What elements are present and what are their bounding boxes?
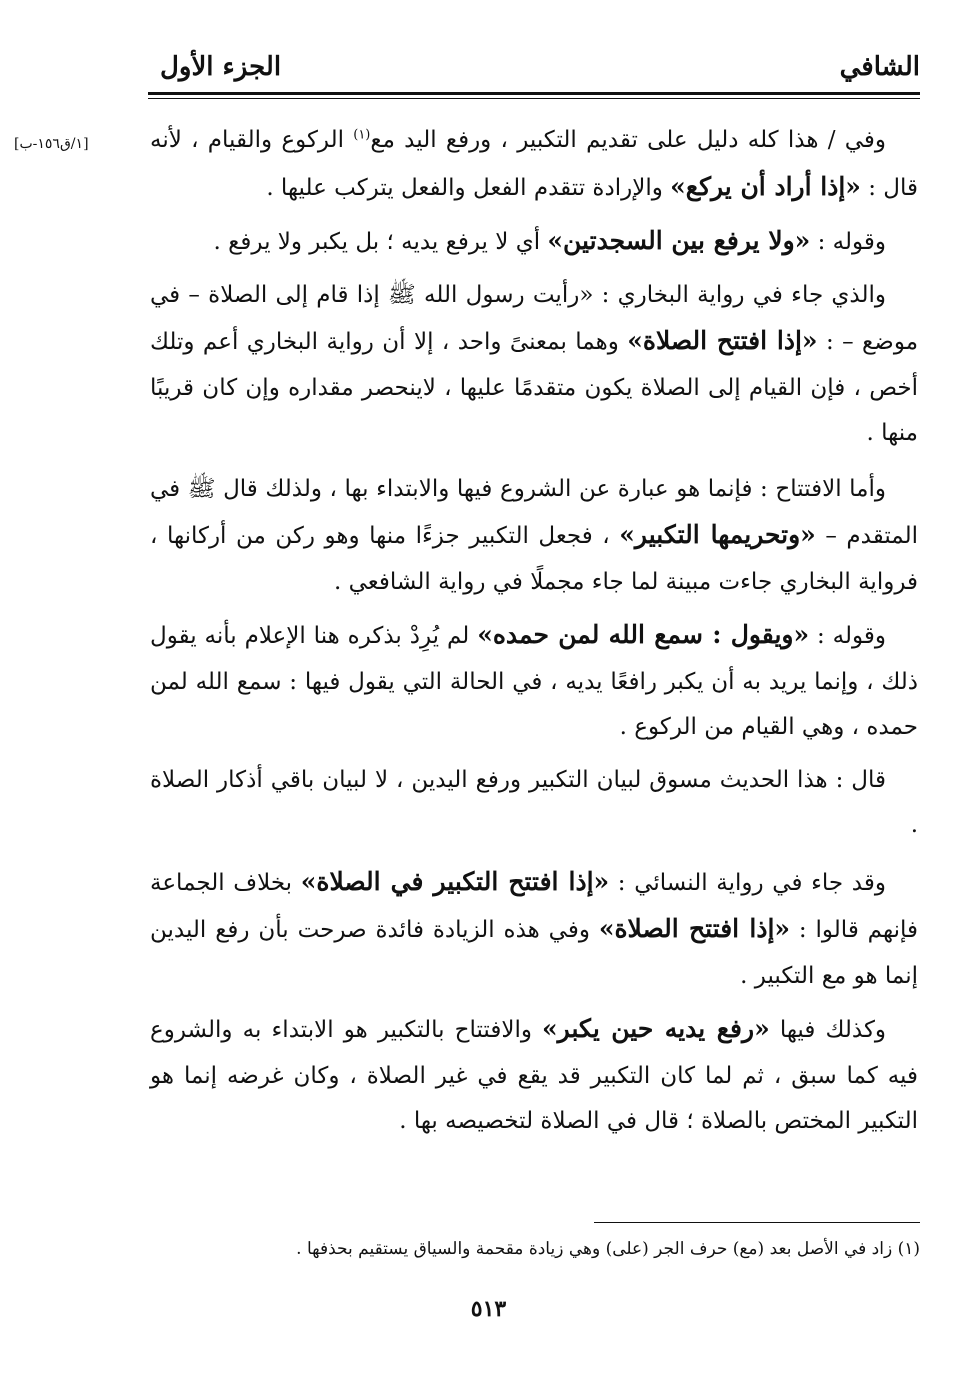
hadith-quote: «وتحريمها التكبير» — [619, 520, 816, 549]
text-segment: وهما بمعنىً واحد ، إلا أن رواية البخاري أعم وتلك أخص ، فإن القيام إلى الصلاة يكون متقدمًا عليها ، لاينحصر مقداره وإن كان قريبًا منها . — [150, 329, 918, 446]
text-segment: وكذلك فيها — [769, 1017, 887, 1043]
main-text — [150, 118, 918, 1152]
hadith-quote: «إذا افتتح التكبير في الصلاة» — [300, 866, 610, 896]
text-segment: والذي جاء في رواية البخاري : «رأيت رسول الله ﷺ إذا قام إلى الصلاة – في موضع – : — [150, 281, 919, 355]
hadith-quote: «إذا افتتح الصلاة» — [627, 326, 818, 355]
running-header — [148, 52, 920, 92]
text-segment: بخلاف الجماعة فإنهم قالوا : — [150, 869, 918, 943]
text-segment: وقد جاء في رواية النسائي : — [609, 869, 886, 896]
hadith-quote: «ولا يرفع بين السجدتين» — [547, 226, 811, 255]
header-rule — [148, 92, 920, 95]
text-segment: ، فجعل التكبير جزءًا منها وهو ركن من أركانها ، فرواية البخاري جاءت مبينة لما جاء مجملًا في رواية الشافعي . — [150, 523, 918, 595]
paragraph — [150, 467, 918, 606]
book-title: الشافي — [839, 52, 920, 82]
text-segment: وقوله : — [809, 623, 886, 649]
footnote: (١) زاد في الأصل بعد (مع) حرف الجر (على) وهي زيادة مقحمة والسياق يستقيم بحذفها . — [296, 1239, 920, 1259]
hadith-quote: «ويقول : سمع الله لمن حمده» — [477, 620, 810, 649]
hadith-quote: «إذا افتتح الصلاة» — [598, 914, 791, 943]
paragraph — [150, 118, 918, 211]
manuscript-folio-note: [١/ق١٥٦-ب] — [14, 136, 89, 152]
hadith-quote: «إذا أراد أن يركع» — [670, 171, 861, 201]
text-segment: قال : هذا الحديث مسوق لبيان التكبير ورفع اليدين ، لا لبيان باقي أذكار الصلاة . — [150, 766, 918, 838]
text-segment: الركوع والقيام ، لأنه قال : — [150, 127, 918, 201]
text-segment: وفي / هذا كله دليل على تقديم التكبير ، ورفع اليد مع — [370, 127, 886, 153]
volume-label: الجزء الأول — [160, 52, 282, 82]
text-segment: وقوله : — [810, 229, 886, 255]
paragraph — [150, 758, 918, 849]
footnote-marker: (١) — [353, 127, 371, 143]
hadith-quote: «رفع يديه حين يكبر» — [542, 1014, 770, 1043]
text-segment: والإرادة تتقدم الفعل والفعل يتركب عليها . — [266, 174, 671, 201]
paragraph — [150, 1006, 918, 1145]
paragraph — [150, 218, 918, 266]
text-segment: لم يُرِدْ بذكره هنا الإعلام بأنه يقول ذلك ، وإنما يريد به أن يكبر رافعًا يديه ، في الحالة التي يقول فيها : سمع الله لمن حمده ، وهي القيام من الركوع . — [150, 623, 918, 740]
paragraph — [150, 859, 918, 1000]
paragraph — [150, 612, 918, 751]
text-segment: والافتتاح بالتكبير هو الابتداء به والشروع فيه كما سبق ، ثم لما كان التكبير قد يقع في غير الصلاة ، وكان غرضه إنما هو التكبير المختص بالصلاة ؛ قال في الصلاة لتخصيصه بها . — [150, 1017, 918, 1134]
paragraph — [150, 273, 918, 457]
footnote-rule — [594, 1222, 920, 1223]
page-number: ٥١٣ — [470, 1296, 507, 1322]
text-segment: وفي هذه الزيادة فائدة صرحت بأن رفع اليدين إنما هو مع التكبير . — [150, 917, 918, 989]
header-rule-thin — [148, 98, 920, 99]
text-segment: أي لا يرفع يديه ؛ بل يكبر ولا يرفع . — [213, 229, 548, 255]
text-segment: وأما الافتتاح : فإنما هو عبارة عن الشروع فيها والابتداء بها ، ولذلك قال ﷺ في المتقدم – — [150, 475, 918, 549]
